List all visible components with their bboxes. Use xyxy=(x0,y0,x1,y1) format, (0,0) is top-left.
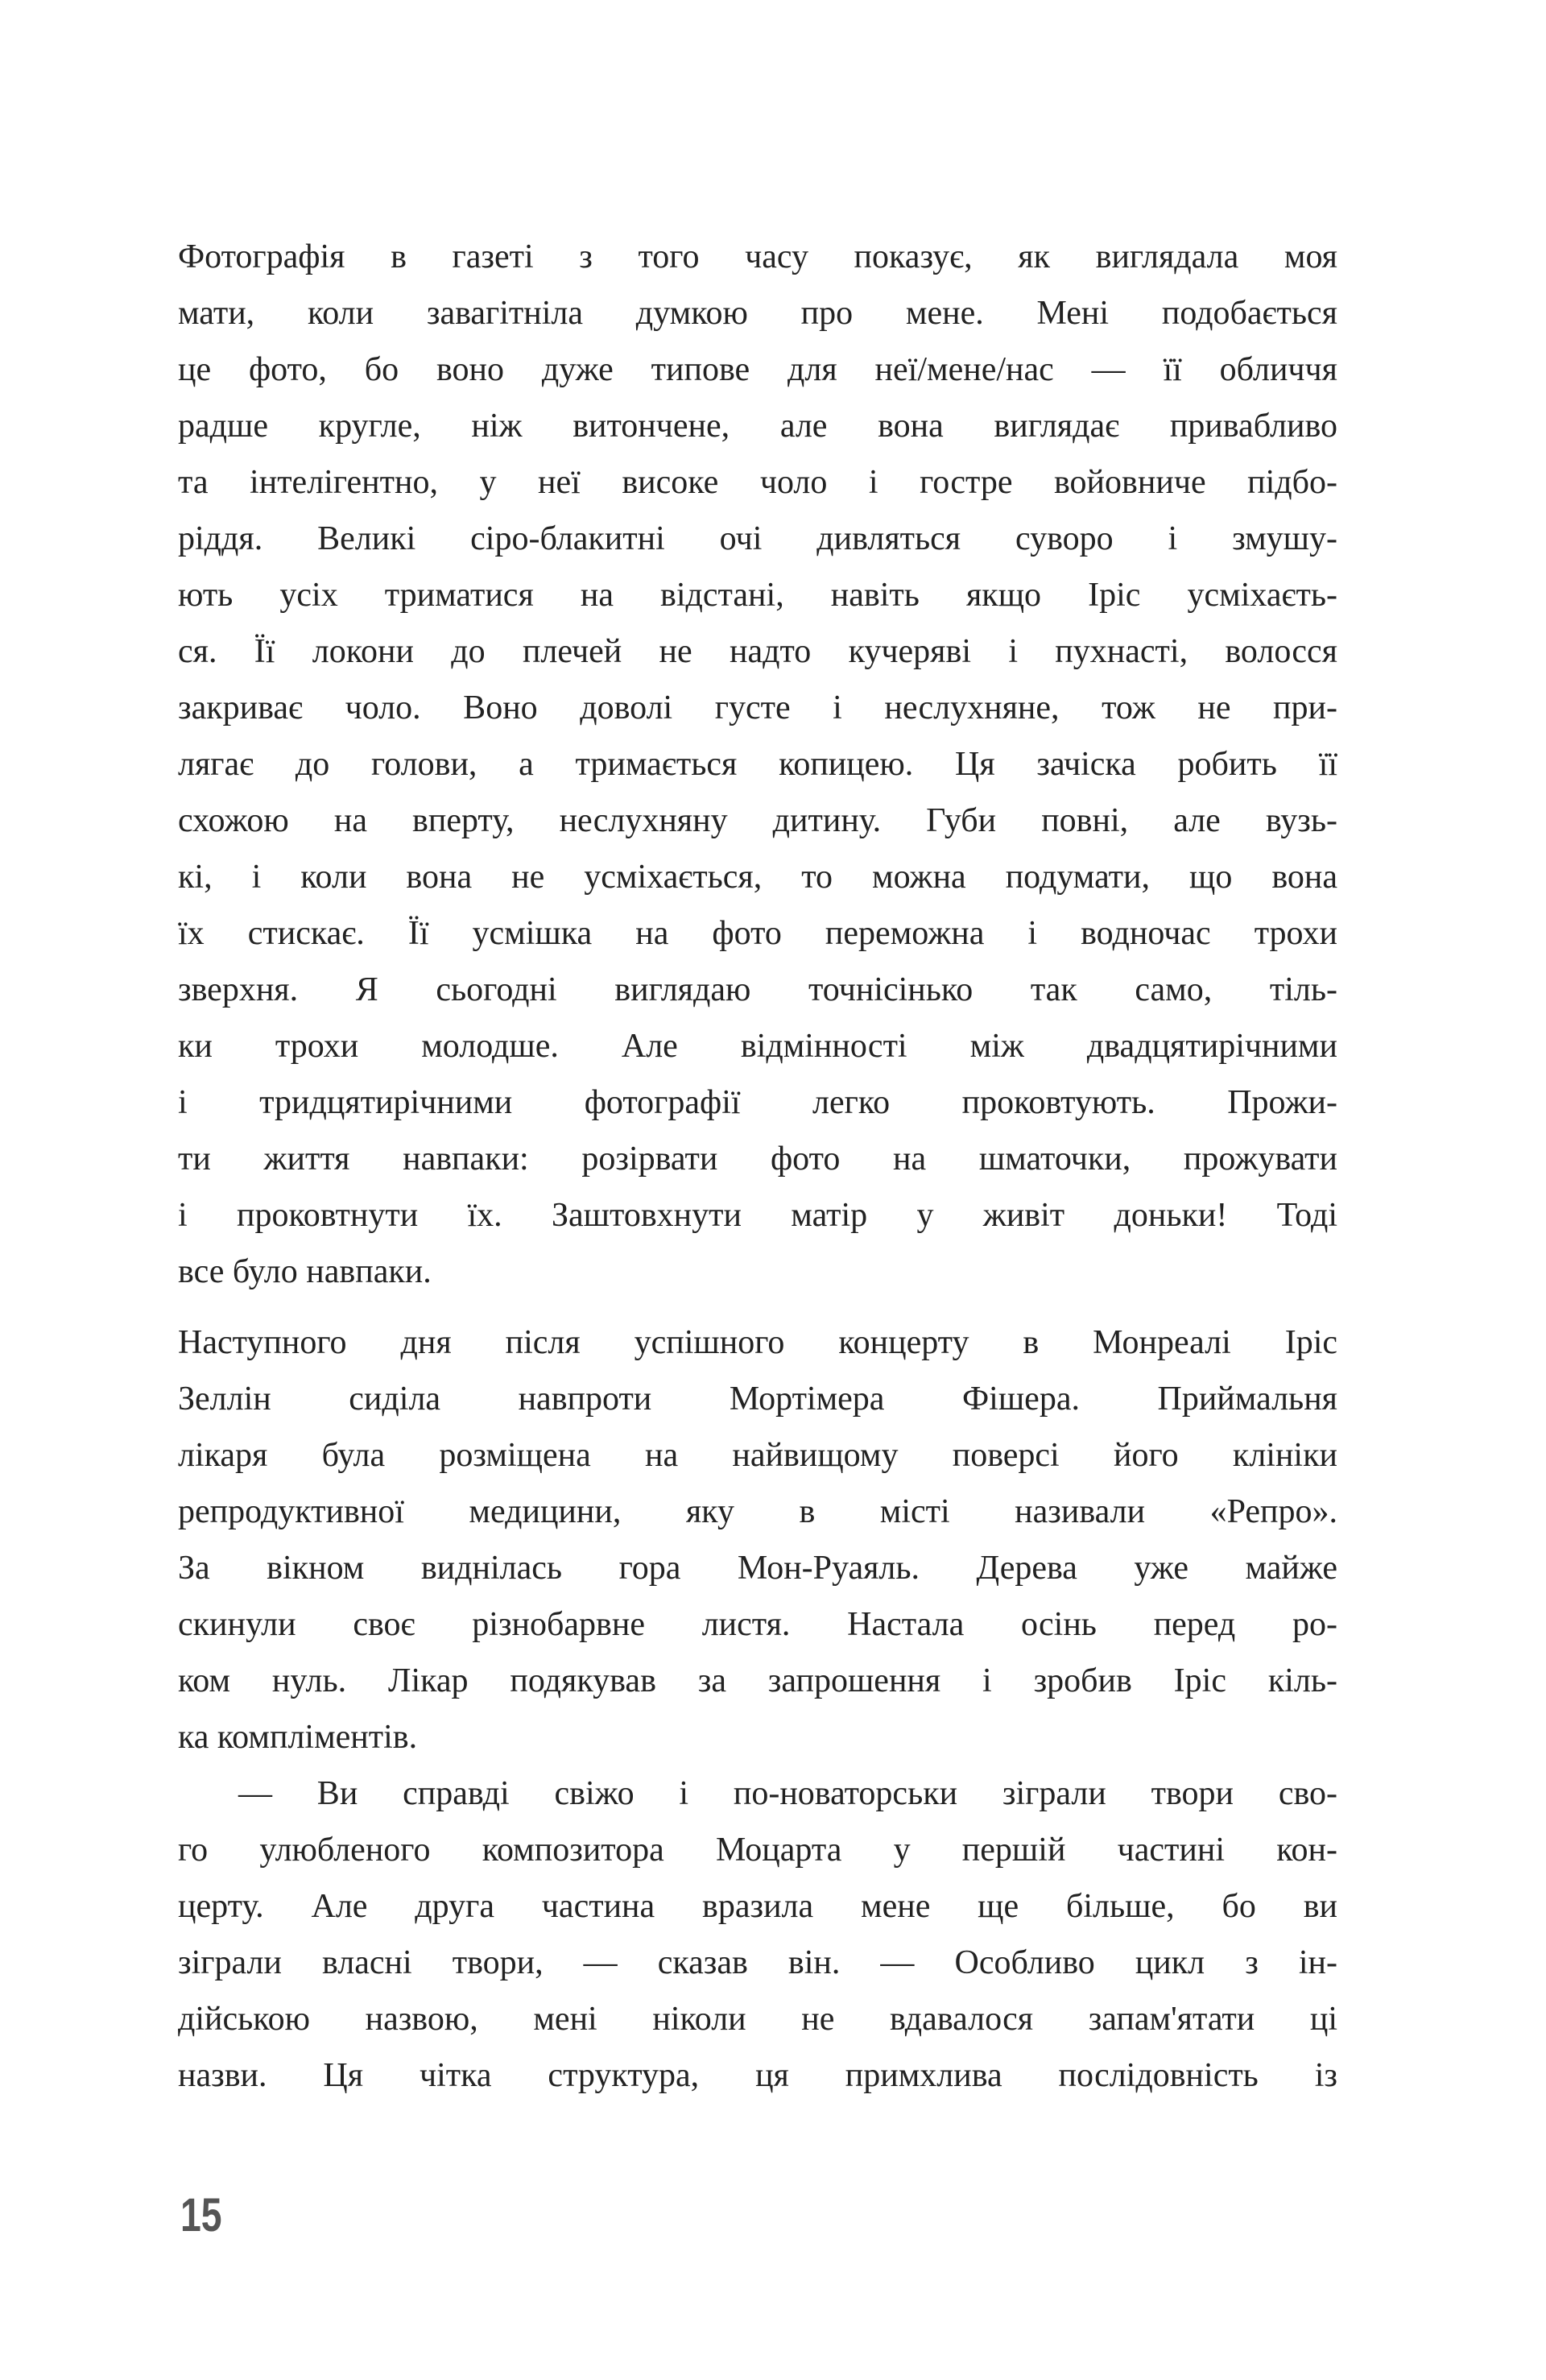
text-line: скинули своє різнобарвне листя. Настала осінь перед ро- xyxy=(178,1606,1337,1643)
text-line: назви. Ця чітка структура, ця примхлива послідовність із xyxy=(178,2057,1337,2094)
text-line: Зеллін сиділа навпроти Мортімера Фішера. Приймальня xyxy=(178,1380,1337,1418)
text-line: ки трохи молодше. Але відмінності між двадцятирічними xyxy=(178,1028,1337,1065)
text-line: зверхня. Я сьогодні виглядаю точнісінько так само, тіль- xyxy=(178,971,1337,1008)
text-line: і тридцятирічними фотографії легко проковтують. Прожи- xyxy=(178,1084,1337,1121)
text-line: радше кругле, ніж витончене, але вона виглядає привабливо xyxy=(178,408,1337,445)
text-line: го улюбленого композитора Моцарта у першій частині кон- xyxy=(178,1832,1337,1869)
text-line: і проковтнути їх. Заштовхнути матір у живіт доньки! Тоді xyxy=(178,1197,1337,1234)
text-line: ка компліментів. xyxy=(178,1719,418,1756)
text-line: ють усіх триматися на відстані, навіть якщо Іріс усміхаєть- xyxy=(178,577,1337,614)
text-line: кі, і коли вона не усміхається, то можна подумати, що вона xyxy=(178,859,1337,896)
text-line: церту. Але друга частина вразила мене ще більше, бо ви xyxy=(178,1888,1337,1925)
text-line: Наступного дня після успішного концерту в Монреалі Іріс xyxy=(178,1324,1337,1361)
body-text xyxy=(178,229,1337,2104)
text-line: схожою на вперту, неслухняну дитину. Губи повні, але вузь- xyxy=(178,802,1337,839)
text-line: ся. Її локони до плечей не надто кучеряві і пухнасті, волосся xyxy=(178,633,1337,670)
text-line: Фотографія в газеті з того часу показує, як виглядала моя xyxy=(178,238,1337,275)
text-line: їх стискає. Її усмішка на фото переможна і водночас трохи xyxy=(178,915,1337,952)
text-line: За вікном виднілась гора Мон-Руаяль. Дерева уже майже xyxy=(178,1550,1337,1587)
text-line: лягає до голови, а тримається копицею. Ця зачіска робить її xyxy=(178,746,1337,783)
text-line: ріддя. Великі сіро-блакитні очі дивляться суворо і змушу- xyxy=(178,520,1337,557)
paragraph-2 xyxy=(178,1314,1337,1765)
paragraph-3-dialogue xyxy=(178,1765,1337,2104)
paragraph-1 xyxy=(178,229,1337,1300)
text-line: ти життя навпаки: розірвати фото на шматочки, прожувати xyxy=(178,1140,1337,1178)
text-line: це фото, бо воно дуже типове для неї/мене/нас — її обличчя xyxy=(178,351,1337,388)
text-line: зіграли власні твори, — сказав він. — Особливо цикл з ін- xyxy=(178,1944,1337,1981)
text-line: дійською назвою, мені ніколи не вдавалося запам'ятати ці xyxy=(178,2001,1337,2038)
text-line: все було навпаки. xyxy=(178,1253,432,1290)
text-line: мати, коли завагітніла думкою про мене. Мені подобається xyxy=(178,295,1337,332)
text-line: — Ви справді свіжо і по-новаторськи зіграли твори сво- xyxy=(238,1775,1337,1812)
text-line: та інтелігентно, у неї високе чоло і гостре войовниче підбо- xyxy=(178,464,1337,501)
text-line: лікаря була розміщена на найвищому поверсі його клініки xyxy=(178,1437,1337,1474)
text-line: ком нуль. Лікар подякував за запрошення і зробив Іріс кіль- xyxy=(178,1662,1337,1699)
page-number: 15 xyxy=(180,2189,222,2241)
text-line: закриває чоло. Воно доволі густе і неслухняне, тож не при- xyxy=(178,689,1337,726)
text-line: репродуктивної медицини, яку в місті називали «Репро». xyxy=(178,1493,1337,1530)
